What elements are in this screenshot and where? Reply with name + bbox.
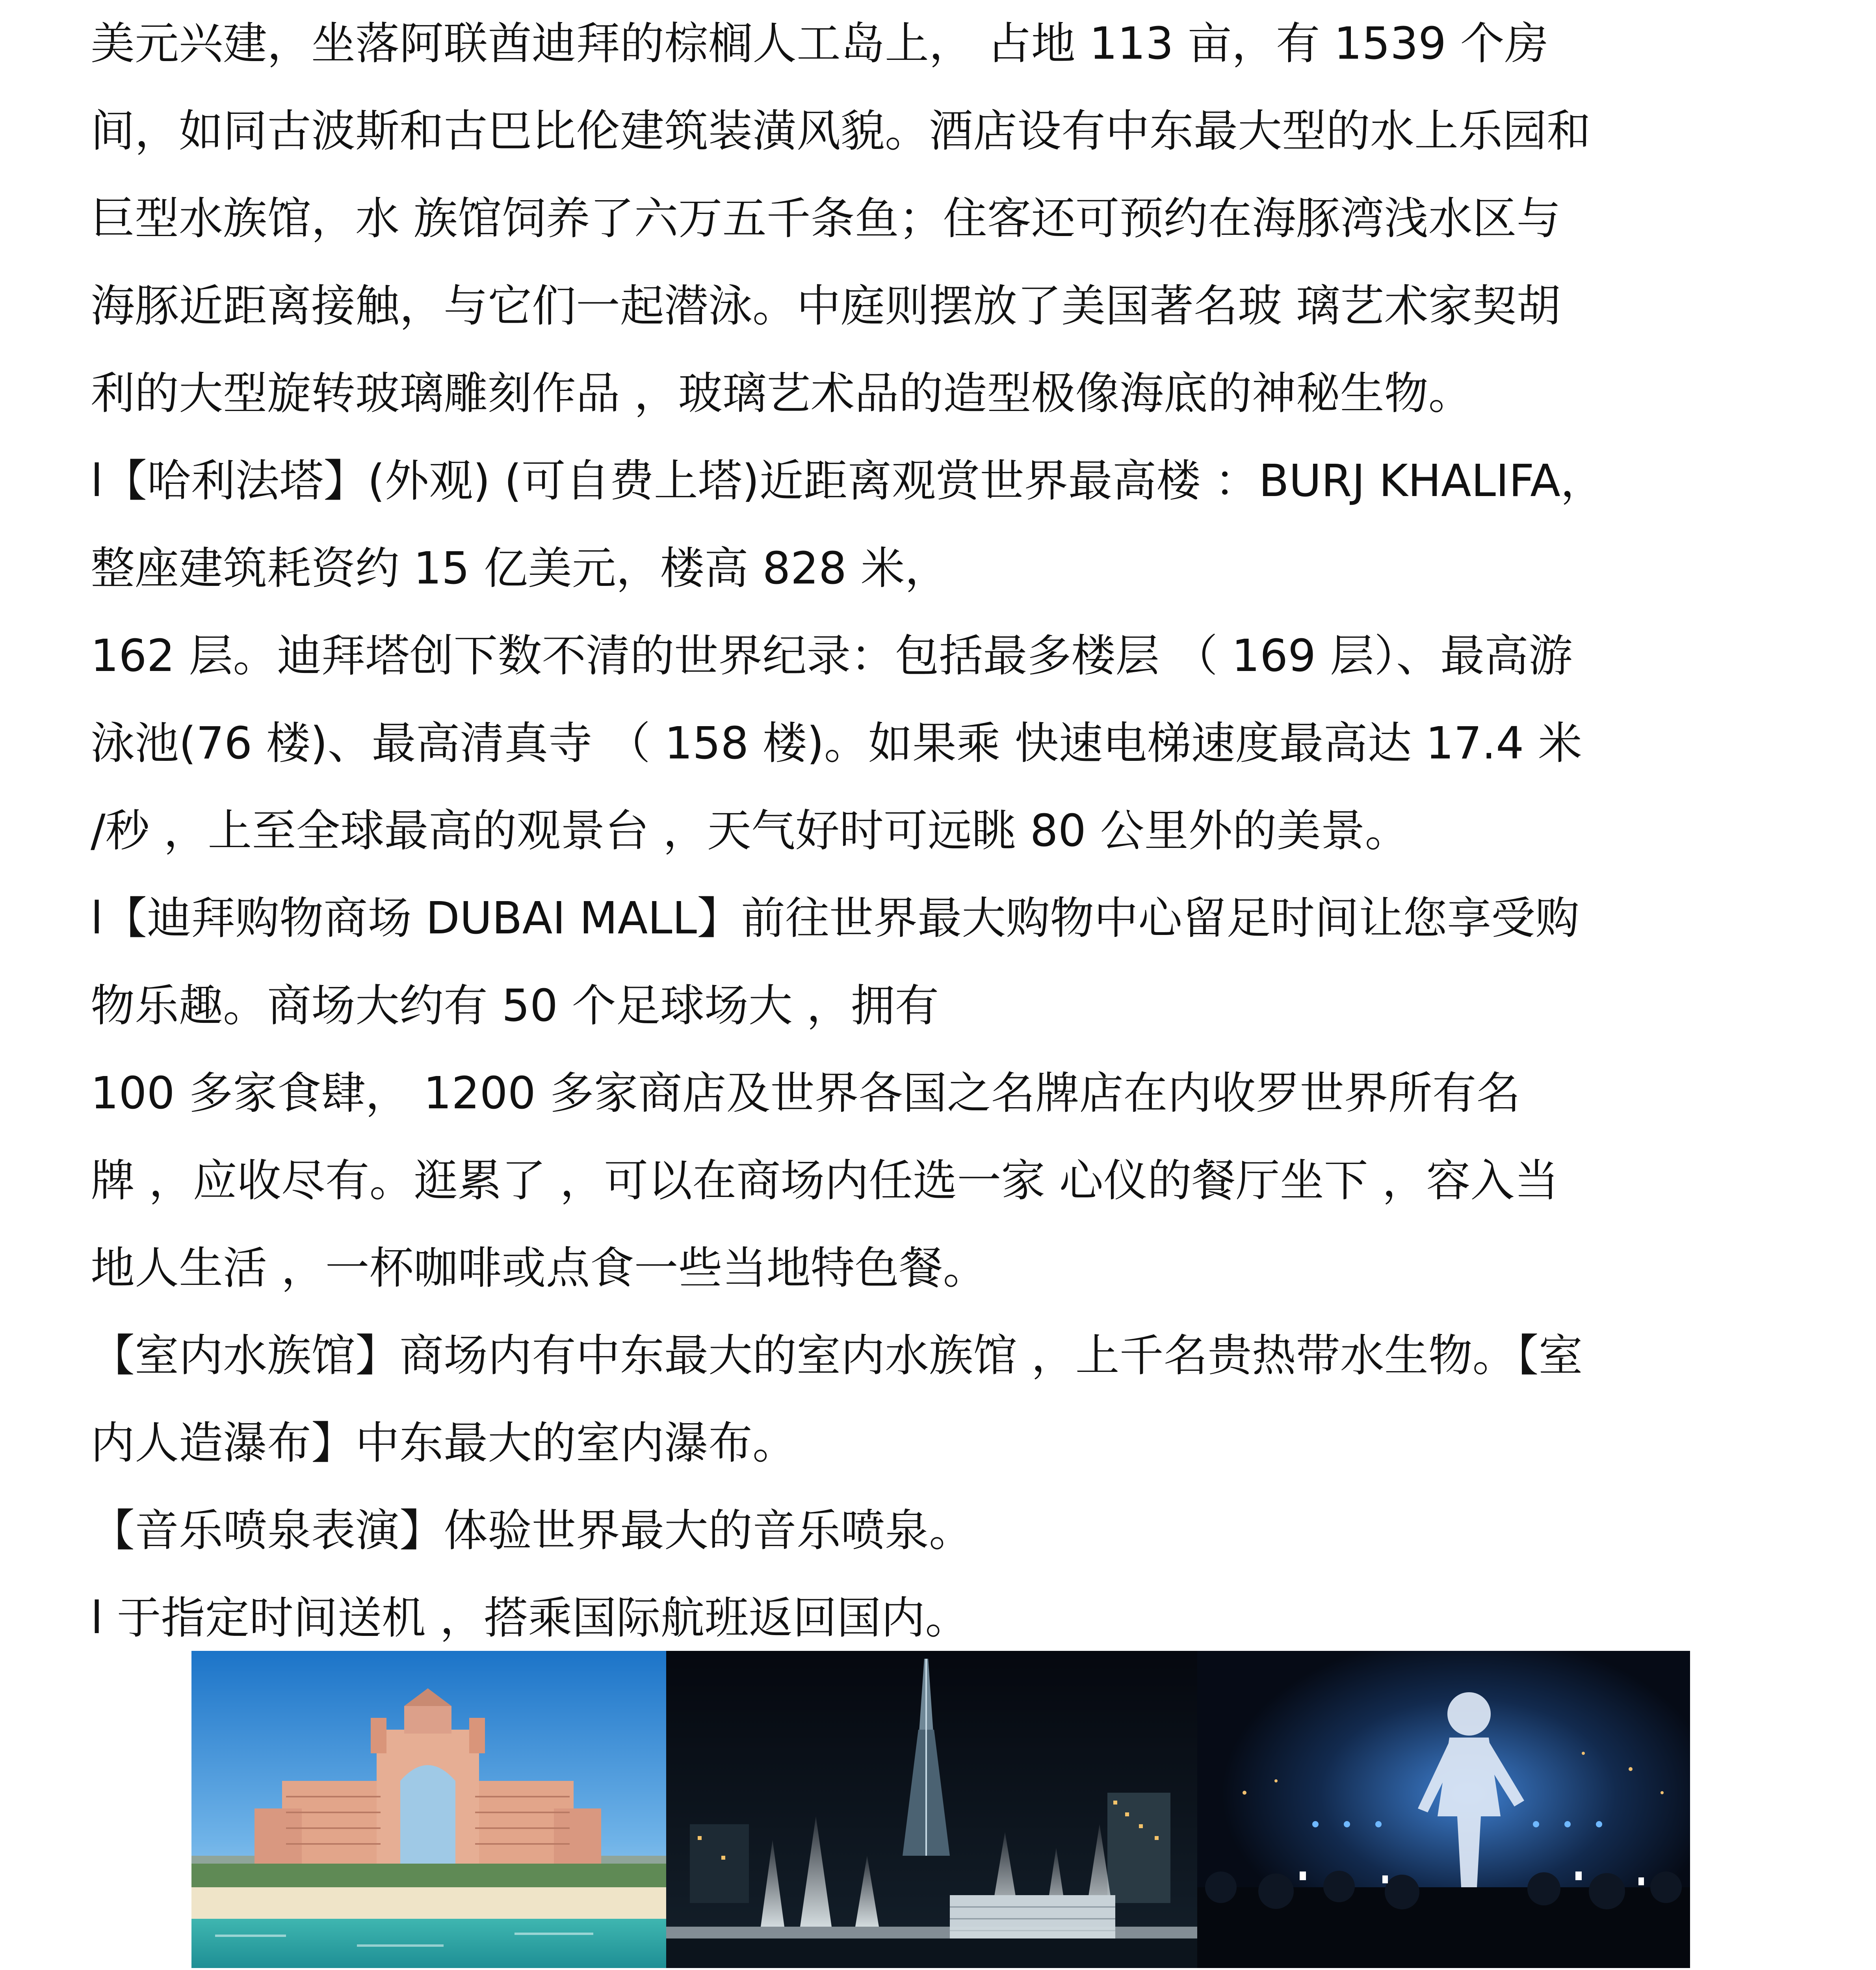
burj-khalifa-fountain-photo [666, 1651, 1197, 1968]
paragraph-line: l 于指定时间送机 ，搭乘国际航班返回国内。 [91, 1593, 970, 1644]
paragraph-line: 162 层。迪拜塔创下数不清的世界纪录：包括最多楼层 （ 169 层）、最高游 [91, 630, 1573, 682]
paragraph-line: /秒 ，上至全球最高的观景台 ，天气好时可远眺 80 公里外的美景。 [91, 805, 1409, 857]
paragraph-line: 整座建筑耗资约 15 亿美元，楼高 828 米， [91, 543, 949, 594]
paragraph-line: 【音乐喷泉表演】体验世界最大的音乐喷泉。 [91, 1505, 973, 1556]
paragraph-line: 100 多家食肆， 1200 多家商店及世界各国之名牌店在内收罗世界所有名 [91, 1068, 1521, 1119]
paragraph-line: 美元兴建，坐落阿联酋迪拜的棕榈人工岛上， 占地 113 亩，有 1539 个房 [91, 18, 1549, 69]
atlantis-hotel-photo [191, 1651, 666, 1968]
paragraph-line: 泳池(76 楼)、最高清真寺 （ 158 楼)。如果乘 快速电梯速度最高达 17.4 米 [91, 718, 1582, 769]
night-show-photo [1197, 1651, 1690, 1968]
paragraph-line: 巨型水族馆，水 族馆饲养了六万五千条鱼；住客还可预约在海豚湾浅水区与 [91, 193, 1561, 244]
paragraph-line: 【室内水族馆】商场内有中东最大的室内水族馆 ，上千名贵热带水生物。【室 [91, 1330, 1583, 1381]
paragraph-line: 间，如同古波斯和古巴比伦建筑装潢风貌。酒店设有中东最大型的水上乐园和 [91, 106, 1591, 157]
paragraph-line: 内人造瀑布】中东最大的室内瀑布。 [91, 1418, 797, 1469]
paragraph-line: 物乐趣。商场大约有 50 个足球场大 ，拥有 [91, 980, 939, 1031]
paragraph-line: 牌 ，应收尽有。逛累了 ，可以在商场内任选一家 心仪的餐厅坐下 ，容入当 [91, 1155, 1559, 1206]
paragraph-line: l【迪拜购物商场 DUBAI MALL】前往世界最大购物中心留足时间让您享受购 [91, 893, 1580, 944]
paragraph-line: 海豚近距离接触，与它们一起潜泳。中庭则摆放了美国著名玻 璃艺术家契胡 [91, 281, 1561, 332]
paragraph-line: l【哈利法塔】(外观) (可自费上塔)近距离观赏世界最高楼 ：BURJ KHALIFA， [91, 455, 1605, 507]
paragraph-line: 利的大型旋转玻璃雕刻作品 ，玻璃艺术品的造型极像海底的神秘生物。 [91, 368, 1473, 419]
paragraph-line: 地人生活 ，一杯咖啡或点食一些当地特色餐。 [91, 1243, 987, 1294]
photo-strip [191, 1651, 1690, 1968]
